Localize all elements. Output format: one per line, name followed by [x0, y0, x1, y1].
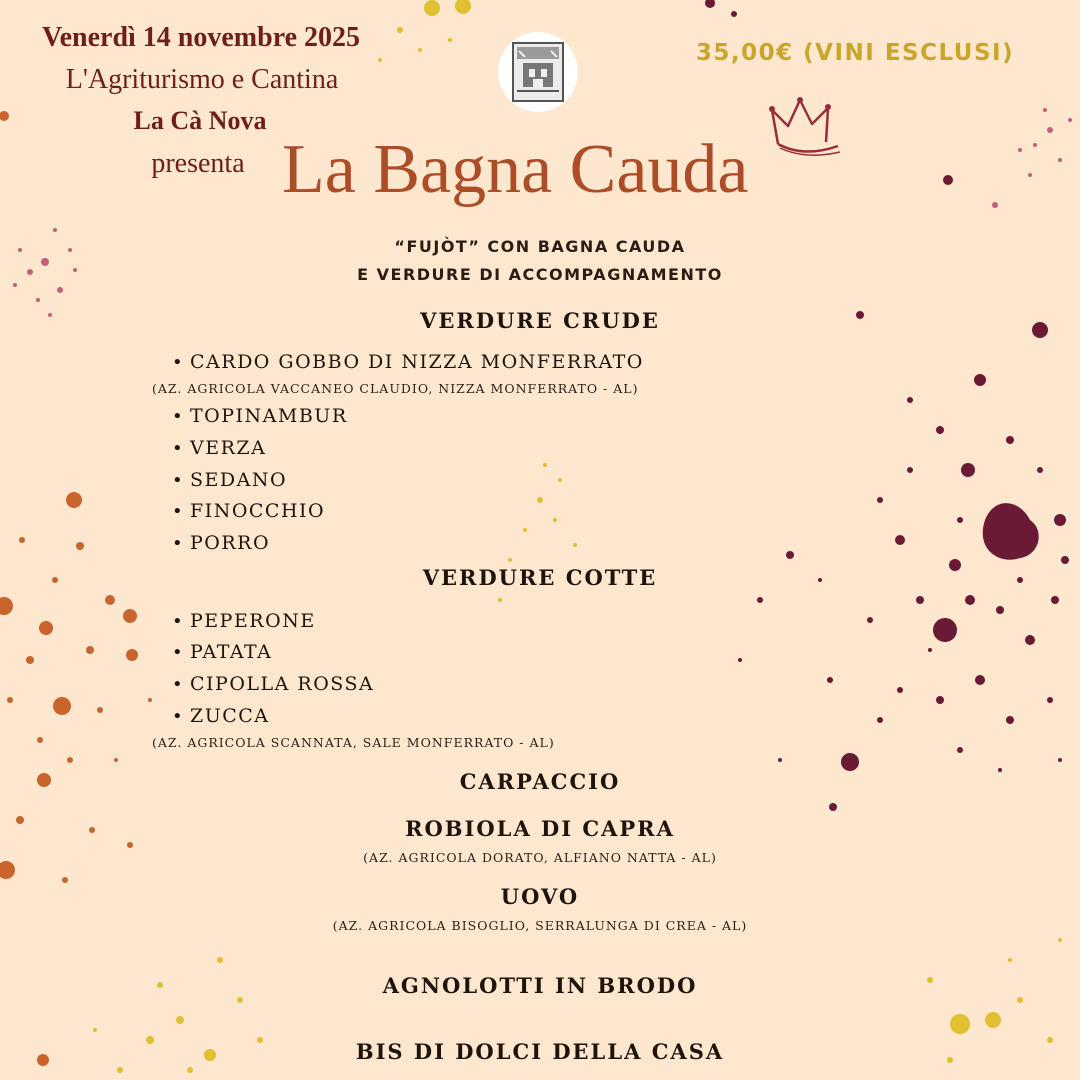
- supplier-note: (AZ. AGRICOLA SCANNATA, SALE MONFERRATO - AL): [152, 735, 555, 750]
- event-date: Venerdì 14 novembre 2025: [41, 22, 361, 53]
- list-item: • TOPINAMBUR: [172, 405, 348, 427]
- heading-raw-vegetables: VERDURE CRUDE: [420, 308, 660, 333]
- list-item: • SEDANO: [172, 469, 288, 491]
- list-item: • PORRO: [172, 532, 271, 554]
- event-title: La Bagna Cauda: [282, 131, 749, 208]
- venue-name: L'Agriturismo e Cantina: [65, 64, 339, 95]
- intro-line-1: “FUJÒT” CON BAGNA CAUDA: [394, 237, 686, 256]
- list-item: • PATATA: [172, 641, 273, 663]
- heading-cooked-vegetables: VERDURE COTTE: [422, 565, 658, 590]
- list-item: • CIPOLLA ROSSA: [172, 673, 375, 695]
- course-dolci: BIS DI DOLCI DELLA CASA: [355, 1039, 725, 1064]
- presenta-label: presenta: [151, 148, 245, 179]
- course-agnolotti: AGNOLOTTI IN BRODO: [382, 973, 698, 998]
- course-uovo: UOVO: [500, 884, 580, 909]
- crown-icon: [768, 96, 844, 156]
- list-item: • VERZA: [172, 437, 267, 459]
- supplier-note: (AZ. AGRICOLA BISOGLIO, SERRALUNGA DI CREA - AL): [332, 918, 748, 933]
- intro-line-2: E VERDURE DI ACCOMPAGNAMENTO: [357, 265, 723, 284]
- host-name: La Cà Nova: [133, 106, 267, 135]
- list-item: • PEPERONE: [172, 610, 316, 632]
- coat-of-arms-icon: [498, 32, 578, 112]
- course-carpaccio: CARPACCIO: [459, 769, 621, 794]
- list-item: • ZUCCA: [172, 705, 270, 727]
- supplier-note: (AZ. AGRICOLA DORATO, ALFIANO NATTA - AL): [363, 850, 717, 865]
- supplier-note: (AZ. AGRICOLA VACCANEO CLAUDIO, NIZZA MONFERRATO - AL): [152, 381, 639, 396]
- price-label: 35,00€ (VINI ESCLUSI): [695, 40, 1015, 66]
- list-item: • FINOCCHIO: [172, 500, 326, 522]
- list-item: • CARDO GOBBO DI NIZZA MONFERRATO: [172, 351, 644, 373]
- course-robiola: ROBIOLA DI CAPRA: [405, 816, 675, 841]
